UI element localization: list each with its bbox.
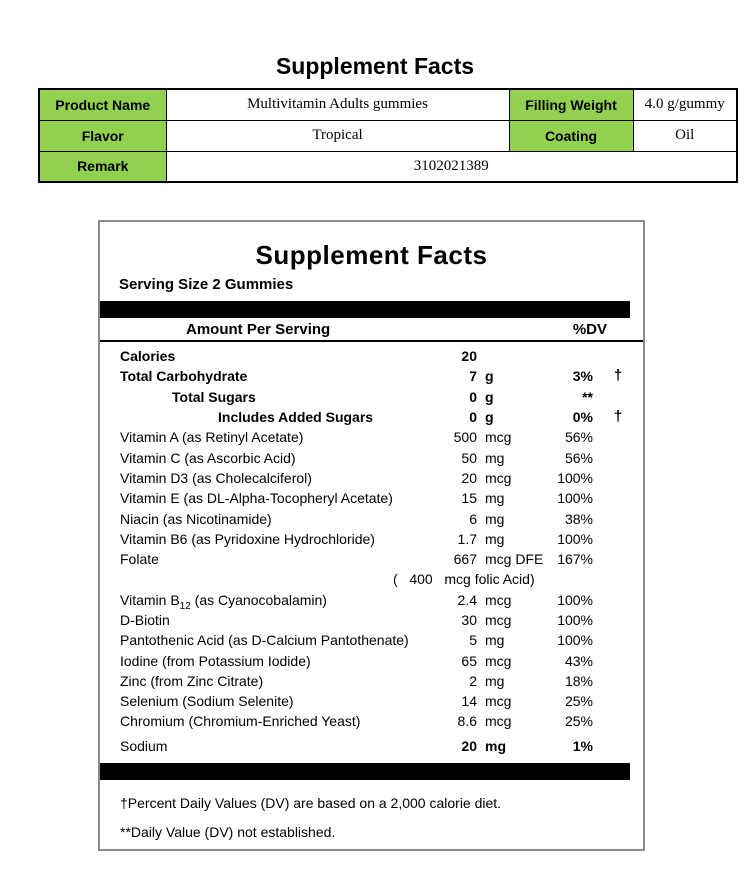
nutrient-amount: 14	[461, 693, 477, 710]
nutrient-row	[100, 569, 643, 589]
nutrient-row	[100, 610, 643, 630]
nutrient-label: Vitamin C (as Ascorbic Acid)	[120, 449, 296, 466]
nutrient-label: Total Sugars	[172, 388, 256, 405]
nutrient-amount: 2.4	[457, 591, 477, 608]
nutrient-percent-dv: 100%	[557, 612, 593, 628]
remark-row	[39, 151, 737, 182]
nutrient-row	[100, 407, 643, 427]
nutrient-amount: 500	[453, 429, 477, 446]
nutrient-label: Vitamin B6 (as Pyridoxine Hydrochloride)	[120, 530, 375, 547]
nutrient-amount: 0	[469, 409, 477, 426]
nutrient-row	[100, 671, 643, 691]
nutrient-label: Iodine (from Potassium Iodide)	[120, 652, 311, 669]
nutrient-percent-dv: 3%	[572, 368, 593, 385]
filling-weight-label: Filling Weight	[509, 89, 633, 120]
dagger-symbol: †	[613, 408, 623, 426]
nutrient-unit: mcg DFE	[485, 551, 544, 568]
nutrient-amount: 65	[461, 652, 477, 669]
nutrient-row	[100, 630, 643, 650]
product-info-table	[38, 88, 738, 183]
nutrient-unit: g	[485, 388, 494, 405]
nutrient-row	[100, 468, 643, 488]
serving-size: Serving Size 2 Gummies	[119, 276, 294, 293]
nutrient-label: D-Biotin	[120, 612, 170, 628]
nutrient-amount: 1.7	[457, 530, 477, 547]
remark-label: Remark	[39, 151, 166, 182]
footnote-dv-not-established: **Daily Value (DV) not established.	[120, 823, 336, 840]
nutrient-unit: mg	[485, 510, 505, 527]
nutrient-amount: 30	[461, 612, 477, 628]
nutrient-row	[100, 447, 643, 467]
nutrient-amount: 20	[461, 737, 477, 754]
nutrient-unit: g	[485, 368, 494, 385]
nutrient-percent-dv: 56%	[564, 449, 593, 466]
nutrient-amount: 8.6	[457, 713, 477, 730]
coating-label: Coating	[509, 120, 633, 151]
nutrient-percent-dv: 100%	[557, 490, 593, 507]
nutrient-unit: mcg	[485, 591, 512, 608]
nutrient-unit: g	[485, 409, 494, 426]
nutrient-row	[100, 427, 643, 447]
panel-title: Supplement Facts	[255, 240, 488, 270]
nutrient-percent-dv: 100%	[557, 632, 593, 649]
product-name-label: Product Name	[39, 89, 166, 120]
nutrient-percent-dv: 56%	[564, 429, 593, 446]
nutrient-label: Chromium (Chromium-Enriched Yeast)	[120, 713, 361, 730]
nutrient-label: Zinc (from Zinc Citrate)	[120, 672, 264, 689]
product-name-value: Multivitamin Adults gummies	[166, 89, 509, 120]
nutrient-percent-dv: 43%	[564, 652, 593, 669]
nutrient-label: Vitamin $B_{12}$ (as Cyanocobalamin)	[120, 591, 327, 612]
nutrient-row	[100, 736, 643, 756]
nutrient-percent-dv: 100%	[557, 591, 593, 608]
product-name-row	[39, 89, 737, 120]
nutrient-unit: mcg	[485, 693, 512, 710]
nutrient-percent-dv: 38%	[564, 510, 593, 527]
amount-per-serving-header: Amount Per Serving	[186, 320, 331, 338]
nutrient-row	[100, 387, 643, 407]
nutrient-percent-dv: **	[582, 388, 593, 405]
nutrient-row	[100, 711, 643, 731]
nutrient-amount: 20	[461, 469, 477, 486]
percent-dv-header: %DV	[572, 320, 607, 338]
nutrient-percent-dv: 18%	[564, 672, 593, 689]
nutrient-label: Niacin (as Nicotinamide)	[120, 510, 272, 527]
nutrient-amount: 20	[461, 348, 477, 365]
coating-value: Oil	[633, 120, 737, 151]
nutrient-unit: mcg	[485, 469, 512, 486]
divider-bar-top	[100, 301, 630, 318]
nutrient-unit: mcg	[485, 612, 512, 628]
nutrient-unit: mg	[485, 449, 505, 466]
nutrient-row	[100, 590, 643, 610]
nutrient-unit: mg	[485, 490, 505, 507]
folic-acid-detail: ( 400 mcg folic Acid)	[393, 571, 535, 588]
nutrient-unit: mg	[485, 632, 505, 649]
nutrient-label: Sodium	[120, 737, 168, 754]
nutrient-percent-dv: 100%	[557, 530, 593, 547]
nutrient-unit: mcg	[485, 713, 512, 730]
nutrient-amount: 6	[469, 510, 477, 527]
nutrient-percent-dv: 1%	[572, 737, 593, 754]
nutrient-percent-dv: 167%	[557, 551, 593, 568]
flavor-value: Tropical	[166, 120, 509, 151]
nutrient-unit: mcg	[485, 429, 512, 446]
page-title: Supplement Facts	[275, 53, 475, 79]
nutrient-amount: 667	[453, 551, 477, 568]
nutrient-percent-dv: 25%	[564, 693, 593, 710]
nutrient-percent-dv: 0%	[572, 409, 593, 426]
supplement-facts-panel	[98, 220, 645, 851]
filling-weight-value: 4.0 g/gummy	[633, 89, 737, 120]
nutrient-row	[100, 691, 643, 711]
divider-bar-bottom	[100, 763, 630, 780]
nutrient-row	[100, 488, 643, 508]
nutrient-amount: 50	[461, 449, 477, 466]
nutrient-amount: 15	[461, 490, 477, 507]
nutrient-label: Pantothenic Acid (as D-Calcium Pantothenate)	[120, 632, 409, 649]
nutrient-label: Includes Added Sugars	[218, 409, 374, 426]
nutrient-unit: mg	[485, 672, 505, 689]
nutrient-row	[100, 549, 643, 569]
nutrient-label: Vitamin D3 (as Cholecalciferol)	[120, 469, 312, 486]
remark-value: 3102021389	[166, 151, 737, 182]
nutrient-amount: 7	[469, 368, 477, 385]
nutrient-label: Vitamin E (as DL-Alpha-Tocopheryl Acetate)	[120, 490, 393, 507]
nutrient-label: Folate	[120, 551, 159, 568]
nutrient-amount: 2	[469, 672, 477, 689]
nutrient-row	[100, 529, 643, 549]
nutrient-percent-dv: 25%	[564, 713, 593, 730]
nutrient-label: Vitamin A (as Retinyl Acetate)	[120, 429, 304, 446]
nutrient-percent-dv: 100%	[557, 469, 593, 486]
nutrient-label: Calories	[120, 348, 176, 365]
footnote-daily-values: †Percent Daily Values (DV) are based on a 2,000 calorie diet.	[120, 794, 502, 811]
flavor-row	[39, 120, 737, 151]
nutrient-amount: 5	[469, 632, 477, 649]
nutrient-unit: mg	[485, 737, 506, 754]
nutrient-row	[100, 650, 643, 670]
column-header-row	[100, 318, 643, 342]
nutrient-unit: mcg	[485, 652, 512, 669]
nutrient-unit: mg	[485, 530, 505, 547]
nutrient-row	[100, 366, 643, 386]
nutrient-label: Total Carbohydrate	[120, 368, 248, 385]
flavor-label: Flavor	[39, 120, 166, 151]
dagger-symbol: †	[613, 367, 623, 385]
nutrient-rows	[100, 346, 643, 756]
nutrient-label: Selenium (Sodium Selenite)	[120, 693, 294, 710]
nutrient-amount: 0	[469, 388, 477, 405]
nutrient-row	[100, 346, 643, 366]
nutrient-row	[100, 508, 643, 528]
